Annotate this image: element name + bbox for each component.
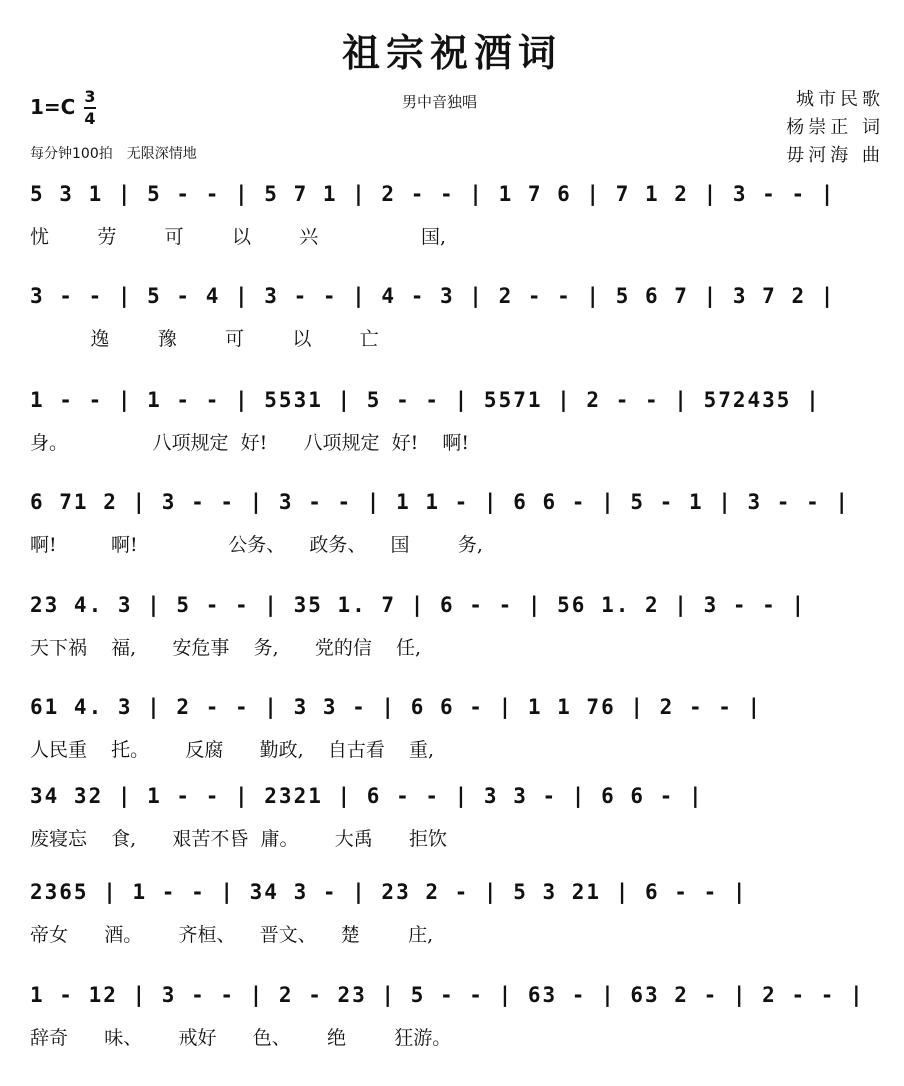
notation: 23 4. 3 | 5 - - | 35 1. 7 | 6 - - | 56 1. 2 | 3 - - |	[30, 593, 807, 617]
credit-composer: 毋河海 曲	[786, 145, 884, 166]
lyrics: 逸 豫 可 以 亡	[30, 328, 379, 350]
notation: 2365 | 1 - - | 34 3 - | 23 2 - | 5 3 21 | 6 - - |	[30, 880, 748, 904]
lyrics: 废寝忘 食, 艰苦不昏 庸。 大禹 拒饮	[30, 828, 447, 850]
staff-line-4	[0, 490, 904, 590]
time-top: 3	[84, 87, 96, 106]
notation: 1 - - | 1 - - | 5531 | 5 - - | 5571 | 2 - - | 572435 |	[30, 388, 821, 412]
lyrics: 辞奇 味、 戒好 色、 绝 狂游。	[30, 1027, 452, 1049]
notation: 5 3 1 | 5 - - | 5 7 1 | 2 - - | 1 7 6 | 7 1 2 | 3 - - |	[30, 182, 836, 206]
staff-line-8	[0, 880, 904, 980]
credit-lyricist: 杨崇正 词	[786, 117, 884, 138]
time-bottom: 4	[84, 109, 96, 128]
lyrics: 啊! 啊! 公务、 政务、 国 务,	[30, 534, 483, 556]
time-signature	[84, 88, 96, 128]
notation: 34 32 | 1 - - | 2321 | 6 - - | 3 3 - | 6 6 - |	[30, 784, 704, 808]
notation: 6 71 2 | 3 - - | 3 - - | 1 1 - | 6 6 - | 5 - 1 | 3 - - |	[30, 490, 851, 514]
tempo-marking: 每分钟100拍 无限深情地	[30, 146, 197, 162]
lyrics: 身。 八项规定 好! 八项规定 好! 啊!	[30, 432, 470, 454]
notation: 3 - - | 5 - 4 | 3 - - | 4 - 3 | 2 - - | 5 6 7 | 3 7 2 |	[30, 284, 836, 308]
performance-note: 男中音独唱	[402, 93, 478, 111]
notation: 61 4. 3 | 2 - - | 3 3 - | 6 6 - | 1 1 76 | 2 - - |	[30, 695, 763, 719]
notation: 1 - 12 | 3 - - | 2 - 23 | 5 - - | 63 - | 63 2 - | 2 - - |	[30, 983, 865, 1007]
score-title: 祖宗祝酒词	[341, 30, 562, 75]
staff-line-5	[0, 593, 904, 693]
staff-line-3	[0, 388, 904, 488]
staff-line-2	[0, 284, 904, 384]
lyrics: 忧 劳 可 以 兴 国,	[30, 226, 446, 248]
lyrics: 帝女 酒。 齐桓、 晋文、 楚 庄,	[30, 924, 434, 946]
lyrics: 人民重 托。 反腐 勤政, 自古看 重,	[30, 739, 435, 761]
staff-line-7	[0, 784, 904, 884]
staff-line-9	[0, 983, 904, 1083]
staff-line-1	[0, 182, 904, 282]
staff-line-6	[0, 695, 904, 795]
credit-genre: 城市民歌	[796, 89, 884, 110]
key-signature: 1=C	[30, 95, 76, 119]
lyrics: 天下祸 福, 安危事 务, 党的信 任,	[30, 637, 422, 659]
